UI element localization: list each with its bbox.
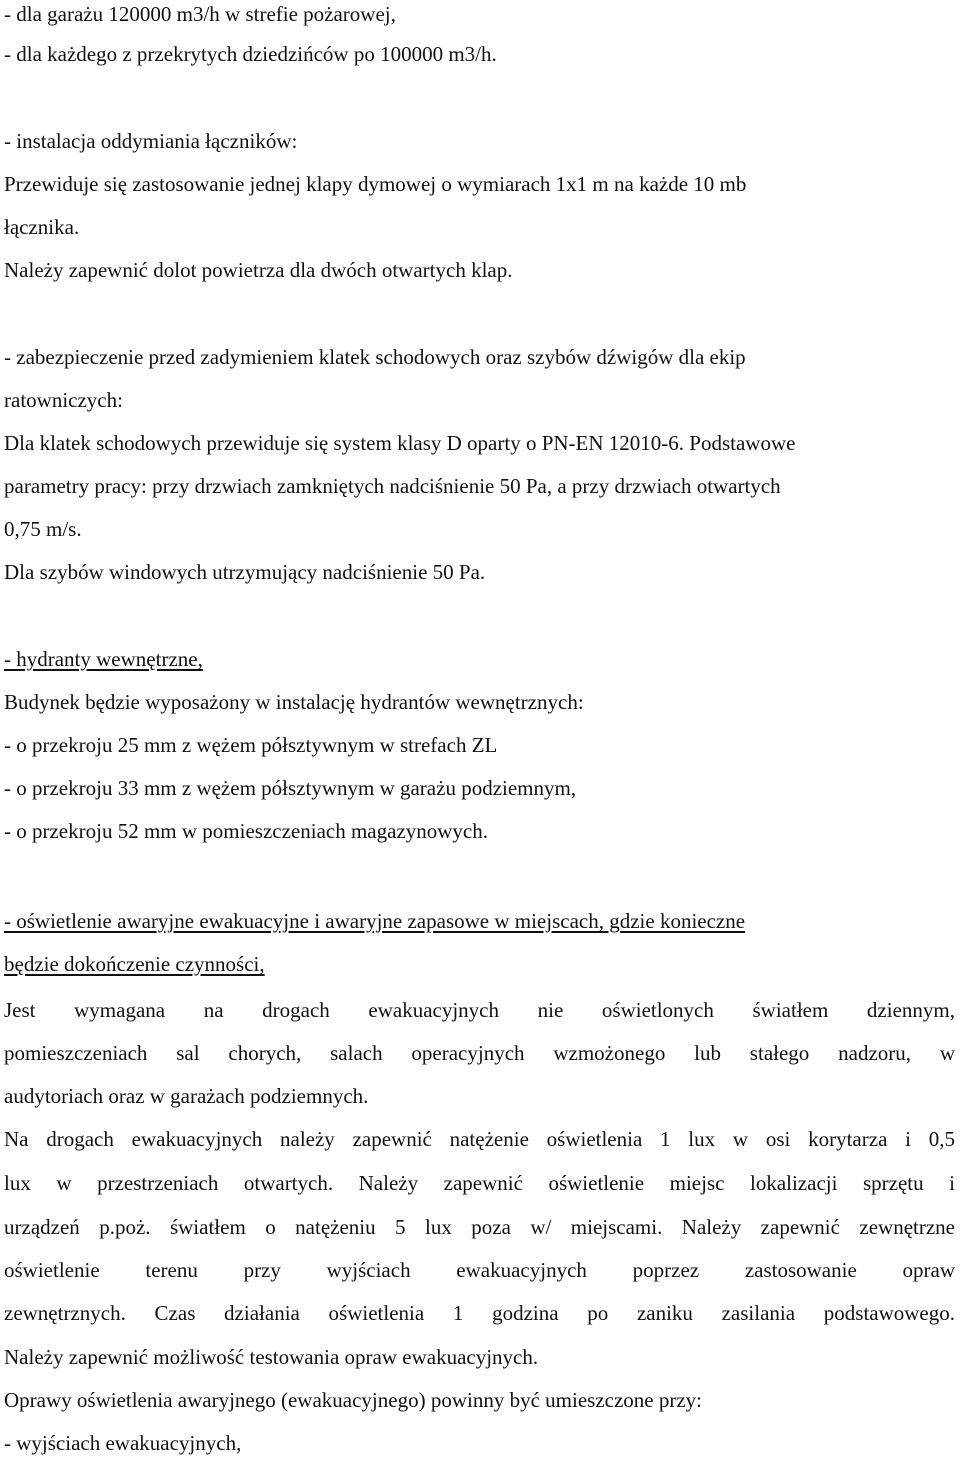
list-item: - o przekroju 52 mm w pomieszczeniach magazynowych. bbox=[4, 819, 488, 843]
list-item: - o przekroju 33 mm z wężem półsztywnym w garażu podziemnym, bbox=[4, 776, 577, 800]
list-item: - o przekroju 25 mm z wężem półsztywnym w strefach ZL bbox=[4, 733, 498, 757]
section-heading: ratowniczych: bbox=[4, 388, 123, 412]
text-line: pomieszczeniach sal chorych, salach operacyjnych wzmożonego lub stałego nadzoru, w bbox=[4, 1041, 955, 1065]
text-line: Dla klatek schodowych przewiduje się system klasy D oparty o PN-EN 12010-6. Podstawowe bbox=[4, 431, 796, 455]
section-heading: - hydranty wewnętrzne, bbox=[4, 647, 203, 671]
text-line: Dla szybów windowych utrzymujący nadciśnienie 50 Pa. bbox=[4, 560, 486, 584]
text-line: Budynek będzie wyposażony w instalację hydrantów wewnętrznych: bbox=[4, 690, 584, 714]
list-item: - wyjściach ewakuacyjnych, bbox=[4, 1431, 242, 1455]
text-line: Należy zapewnić dolot powietrza dla dwóch otwartych klap. bbox=[4, 258, 513, 282]
text-line: parametry pracy: przy drzwiach zamkniętych nadciśnienie 50 Pa, a przy drzwiach otwartych bbox=[4, 474, 781, 498]
text-line: audytoriach oraz w garażach podziemnych. bbox=[4, 1084, 369, 1108]
text-line: Na drogach ewakuacyjnych należy zapewnić natężenie oświetlenia 1 lux w osi korytarza i 0,5 bbox=[4, 1127, 955, 1151]
text-line: - dla każdego z przekrytych dziedzińców po 100000 m3/h. bbox=[4, 42, 497, 66]
text-line: Oprawy oświetlenia awaryjnego (ewakuacyjnego) powinny być umieszczone przy: bbox=[4, 1388, 702, 1412]
text-line: Jest wymagana na drogach ewakuacyjnych nie oświetlonych światłem dziennym, bbox=[4, 998, 955, 1022]
text-line: urządzeń p.poż. światłem o natężeniu 5 lux poza w/ miejscami. Należy zapewnić zewnętrzne bbox=[4, 1215, 955, 1239]
text-line: 0,75 m/s. bbox=[4, 517, 82, 541]
section-heading: - zabezpieczenie przed zadymieniem klatek schodowych oraz szybów dźwigów dla ekip bbox=[4, 345, 746, 369]
text-line: zewnętrznych. Czas działania oświetlenia 1 godzina po zaniku zasilania podstawowego. bbox=[4, 1301, 955, 1325]
section-heading: - oświetlenie awaryjne ewakuacyjne i awaryjne zapasowe w miejscach, gdzie konieczne bbox=[4, 909, 746, 933]
section-heading: - instalacja oddymiania łączników: bbox=[4, 129, 298, 153]
text-line: lux w przestrzeniach otwartych. Należy zapewnić oświetlenie miejsc lokalizacji sprzętu i bbox=[4, 1171, 955, 1195]
text-line: oświetlenie terenu przy wyjściach ewakuacyjnych poprzez zastosowanie opraw bbox=[4, 1258, 955, 1282]
section-heading: będzie dokończenie czynności, bbox=[4, 952, 265, 976]
text-line: - dla garażu 120000 m3/h w strefie pożarowej, bbox=[4, 2, 396, 26]
text-line: Przewiduje się zastosowanie jednej klapy dymowej o wymiarach 1x1 m na każde 10 mb bbox=[4, 172, 747, 196]
text-line: Należy zapewnić możliwość testowania opraw ewakuacyjnych. bbox=[4, 1345, 539, 1369]
text-line: łącznika. bbox=[4, 215, 80, 239]
